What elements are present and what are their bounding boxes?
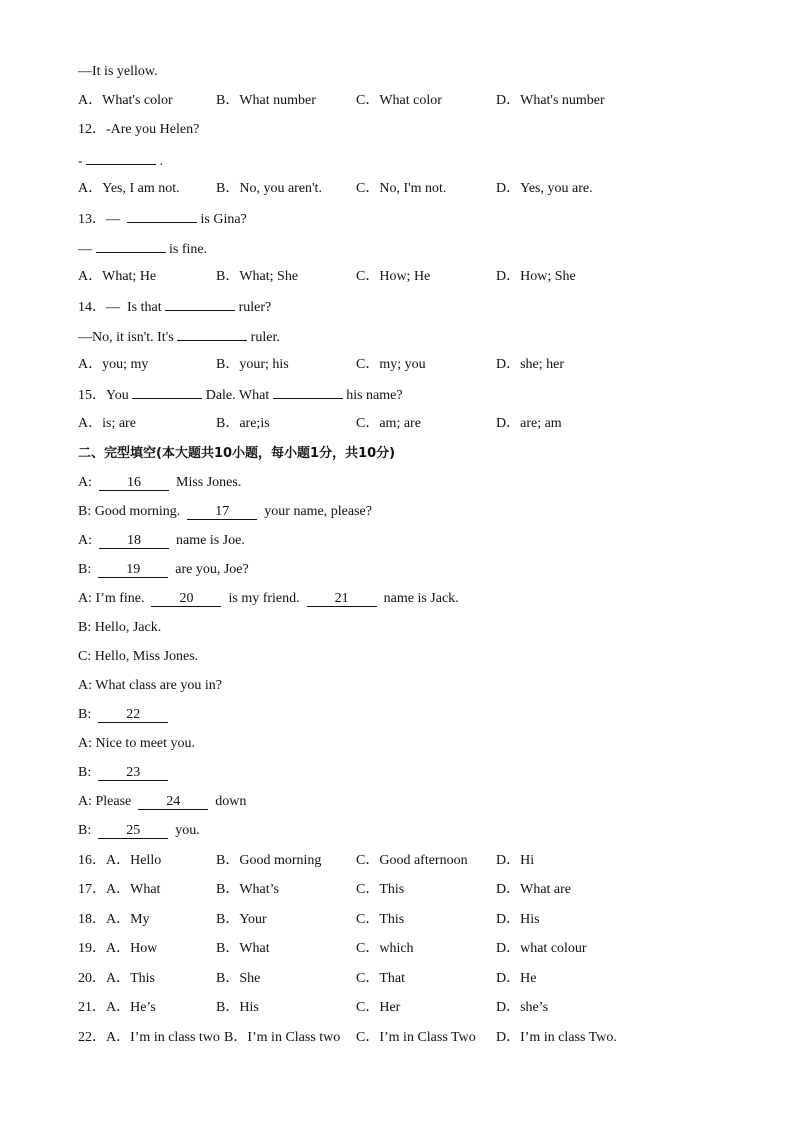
answer-blank — [165, 298, 235, 311]
q12-ans-prefix: - — [78, 154, 87, 169]
q13-option-c: C．How; He — [356, 269, 431, 284]
q13-answer-line — [78, 240, 207, 258]
dialogue-prefix: A: Please — [78, 794, 139, 809]
q15-part2: Dale. What — [202, 388, 273, 403]
q14-stem-prefix: 14．— Is that — [78, 300, 166, 315]
q14-option-b: B．your; his — [216, 357, 289, 372]
q11-option-c: C．What color — [356, 93, 442, 108]
q11-answer-line: —It is yellow. — [78, 64, 158, 79]
choice-q22 — [78, 1030, 220, 1046]
option-a: A．What — [106, 882, 161, 897]
q14-ans-prefix: —No, it isn't. It's — [78, 330, 178, 345]
option-b: B．Good morning — [216, 853, 322, 868]
option-a: A．He’s — [106, 1000, 156, 1015]
dialogue-suffix: you. — [168, 823, 200, 838]
dialogue-line — [78, 504, 372, 520]
q15-stem — [78, 386, 403, 404]
q14-option-a: A．you; my — [78, 357, 149, 372]
option-b: B．What — [216, 941, 270, 956]
dialogue-line — [78, 533, 245, 549]
q14-answer-line — [78, 328, 280, 346]
dialogue-line: B: Hello, Jack. — [78, 620, 162, 635]
question-number: 22． — [78, 1030, 106, 1045]
option-a: A．How — [106, 941, 158, 956]
q13-option-b: B．What; She — [216, 269, 299, 284]
blank-number: 20 — [151, 591, 221, 607]
option-a: A．Hello — [106, 853, 162, 868]
option-d: D．Hi — [496, 853, 535, 868]
option-d: D．she’s — [496, 1000, 549, 1015]
q12-option-d: D．Yes, you are. — [496, 181, 593, 196]
dialogue-suffix: your name, please? — [257, 504, 372, 519]
choice-q19 — [78, 941, 157, 957]
dialogue-line — [78, 591, 459, 607]
q12-stem: 12．-Are you Helen? — [78, 122, 200, 137]
blank-number: 24 — [138, 794, 208, 810]
option-b: B．Your — [216, 912, 267, 927]
choice-q18 — [78, 912, 150, 928]
option-c: C．This — [356, 912, 405, 927]
q11-option-b: B．What number — [216, 93, 316, 108]
q14-option-d: D．she; her — [496, 357, 565, 372]
q13-stem-prefix: 13．— — [78, 212, 127, 227]
dialogue-prefix: A: I’m fine. — [78, 591, 152, 606]
q12-option-c: C．No, I'm not. — [356, 181, 447, 196]
q12-option-a: A．Yes, I am not. — [78, 181, 180, 196]
blank-number: 22 — [98, 707, 168, 723]
q12-ans-suffix: . — [156, 154, 164, 169]
option-c: C．This — [356, 882, 405, 897]
blank-number: 25 — [98, 823, 168, 839]
q13-ans-prefix: — — [78, 242, 96, 257]
dialogue-suffix: down — [208, 794, 247, 809]
blank-number: 23 — [98, 765, 168, 781]
question-number: 17． — [78, 882, 106, 897]
q12-answer-line — [78, 152, 163, 170]
dialogue-prefix: B: — [78, 562, 99, 577]
answer-blank — [177, 328, 247, 341]
q11-option-d: D．What's number — [496, 93, 605, 108]
section-heading: 二、完型填空(本大题共10小题，每小题1分，共10分) — [78, 446, 396, 461]
dialogue-prefix: A: — [78, 533, 99, 548]
choice-q21 — [78, 1000, 156, 1016]
q15-part1: 15．You — [78, 388, 133, 403]
dialogue-suffix: name is Jack. — [376, 591, 459, 606]
dialogue-suffix: are you, Joe? — [168, 562, 249, 577]
option-c: C．That — [356, 971, 405, 986]
option-c: C．I’m in Class Two — [356, 1030, 476, 1045]
q14-stem — [78, 298, 271, 316]
dialogue-middle: is my friend. — [221, 591, 307, 606]
answer-blank — [86, 152, 156, 165]
q12-option-b: B．No, you aren't. — [216, 181, 322, 196]
option-d: D．He — [496, 971, 537, 986]
q14-option-c: C．my; you — [356, 357, 426, 372]
option-b: B．I’m in Class two — [224, 1030, 341, 1045]
option-d: D．what colour — [496, 941, 587, 956]
question-number: 18． — [78, 912, 106, 927]
dialogue-line — [78, 765, 168, 781]
answer-blank — [96, 240, 166, 253]
option-c: C．Good afternoon — [356, 853, 468, 868]
q15-option-a: A．is; are — [78, 416, 136, 431]
answer-blank — [132, 386, 202, 399]
option-a: A．My — [106, 912, 150, 927]
dialogue-prefix: B: — [78, 823, 99, 838]
dialogue-prefix: A: — [78, 475, 99, 490]
dialogue-line — [78, 794, 246, 810]
choice-q16 — [78, 853, 161, 869]
q13-ans-suffix: is fine. — [165, 242, 208, 257]
dialogue-line: A: What class are you in? — [78, 678, 222, 693]
dialogue-prefix: B: Good morning. — [78, 504, 188, 519]
q13-stem — [78, 210, 247, 228]
blank-number: 19 — [98, 562, 168, 578]
option-a: A．This — [106, 971, 155, 986]
q13-stem-suffix: is Gina? — [197, 212, 247, 227]
option-b: B．What’s — [216, 882, 279, 897]
choice-q17 — [78, 882, 160, 898]
dialogue-prefix: B: — [78, 707, 99, 722]
q15-option-b: B．are;is — [216, 416, 270, 431]
dialogue-line — [78, 707, 168, 723]
question-number: 16． — [78, 853, 106, 868]
answer-blank — [273, 386, 343, 399]
blank-number: 16 — [99, 475, 169, 491]
q11-option-a: A．What's color — [78, 93, 173, 108]
q14-ans-suffix: ruler. — [247, 330, 280, 345]
option-c: C．which — [356, 941, 414, 956]
dialogue-suffix: name is Joe. — [169, 533, 245, 548]
question-number: 21． — [78, 1000, 106, 1015]
option-c: C．Her — [356, 1000, 401, 1015]
q13-option-a: A．What; He — [78, 269, 157, 284]
choice-q20 — [78, 971, 155, 987]
question-number: 19． — [78, 941, 106, 956]
dialogue-suffix: Miss Jones. — [169, 475, 242, 490]
question-number: 20． — [78, 971, 106, 986]
q14-stem-suffix: ruler? — [235, 300, 272, 315]
dialogue-line: C: Hello, Miss Jones. — [78, 649, 199, 664]
answer-blank — [127, 210, 197, 223]
dialogue-line — [78, 475, 241, 491]
q15-option-c: C．am; are — [356, 416, 421, 431]
option-d: D．What are — [496, 882, 572, 897]
option-a: A．I’m in class two — [106, 1030, 220, 1045]
option-b: B．His — [216, 1000, 259, 1015]
option-d: D．I’m in class Two. — [496, 1030, 617, 1045]
option-d: D．His — [496, 912, 540, 927]
blank-number: 21 — [307, 591, 377, 607]
dialogue-line — [78, 562, 249, 578]
q15-part3: his name? — [342, 388, 403, 403]
dialogue-prefix: B: — [78, 765, 99, 780]
dialogue-line — [78, 823, 200, 839]
q15-option-d: D．are; am — [496, 416, 562, 431]
dialogue-line: A: Nice to meet you. — [78, 736, 196, 751]
blank-number: 17 — [187, 504, 257, 520]
blank-number: 18 — [99, 533, 169, 549]
option-b: B．She — [216, 971, 261, 986]
q13-option-d: D．How; She — [496, 269, 576, 284]
